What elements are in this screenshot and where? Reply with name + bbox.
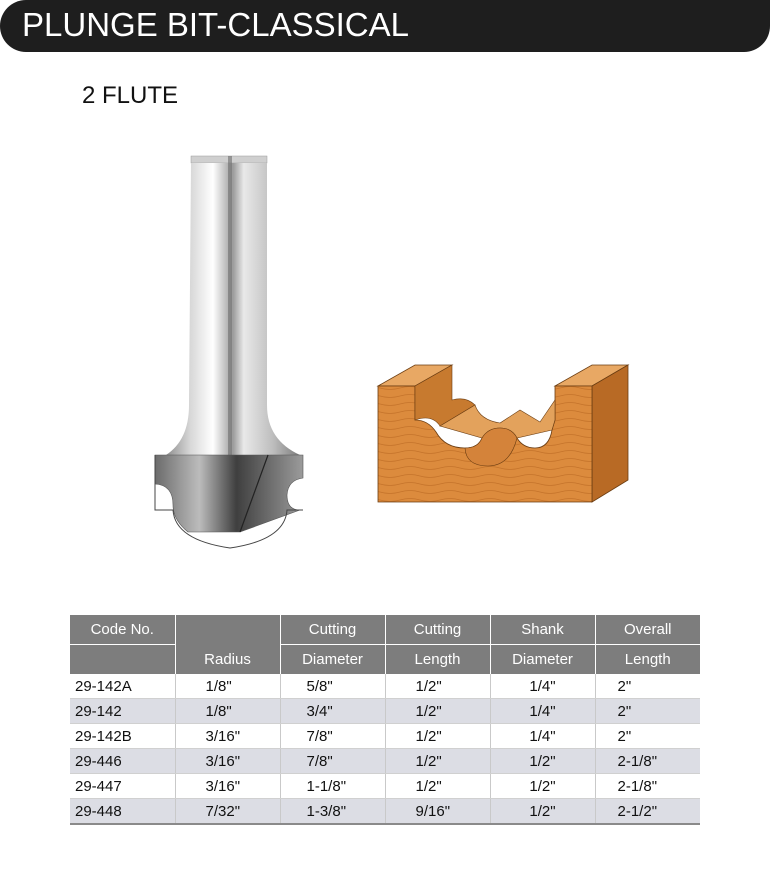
header-cutting-2: Cutting	[385, 615, 490, 645]
table-row	[70, 799, 700, 825]
cell-cutting-length: 9/16"	[385, 799, 490, 825]
cell-overall-length: 2"	[595, 699, 700, 724]
cell-shank-diameter: 1/4"	[490, 699, 595, 724]
specification-table	[70, 615, 700, 825]
cell-code: 29-142A	[70, 674, 175, 699]
cell-cutting-diameter: 7/8"	[280, 749, 385, 774]
table-header-row	[70, 615, 700, 645]
cell-cutting-diameter: 7/8"	[280, 724, 385, 749]
subheader-radius: Radius	[175, 645, 280, 675]
cell-cutting-length: 1/2"	[385, 674, 490, 699]
cell-radius: 3/16"	[175, 724, 280, 749]
cell-overall-length: 2"	[595, 674, 700, 699]
cell-code: 29-446	[70, 749, 175, 774]
header-overall: Overall	[595, 615, 700, 645]
router-bit-illustration	[155, 156, 303, 548]
subheader-shank-diameter: Diameter	[490, 645, 595, 675]
cell-shank-diameter: 1/2"	[490, 799, 595, 825]
cell-radius: 3/16"	[175, 774, 280, 799]
cell-shank-diameter: 1/4"	[490, 724, 595, 749]
subheader-overall-length: Length	[595, 645, 700, 675]
subheader-diameter: Diameter	[280, 645, 385, 675]
header-blank	[175, 615, 280, 645]
cell-shank-diameter: 1/4"	[490, 674, 595, 699]
cell-cutting-length: 1/2"	[385, 699, 490, 724]
table-row	[70, 774, 700, 799]
cell-radius: 7/32"	[175, 799, 280, 825]
subheader-blank	[70, 645, 175, 675]
cell-cutting-diameter: 3/4"	[280, 699, 385, 724]
table-row	[70, 724, 700, 749]
cell-cutting-length: 1/2"	[385, 724, 490, 749]
cell-cutting-diameter: 1-1/8"	[280, 774, 385, 799]
table-row	[70, 699, 700, 724]
table-row	[70, 674, 700, 699]
cell-shank-diameter: 1/2"	[490, 774, 595, 799]
subheader-length: Length	[385, 645, 490, 675]
cell-radius: 1/8"	[175, 674, 280, 699]
cell-radius: 3/16"	[175, 749, 280, 774]
cell-overall-length: 2-1/8"	[595, 749, 700, 774]
table-subheader-row	[70, 645, 700, 675]
cell-radius: 1/8"	[175, 699, 280, 724]
header-shank: Shank	[490, 615, 595, 645]
page-title: PLUNGE BIT-CLASSICAL	[22, 6, 409, 43]
flute-subtitle: 2 FLUTE	[82, 82, 179, 109]
cell-code: 29-448	[70, 799, 175, 825]
table-row	[70, 749, 700, 774]
cell-shank-diameter: 1/2"	[490, 749, 595, 774]
wood-profile-illustration	[378, 365, 628, 502]
cell-overall-length: 2-1/2"	[595, 799, 700, 825]
cell-cutting-diameter: 5/8"	[280, 674, 385, 699]
cell-overall-length: 2-1/8"	[595, 774, 700, 799]
header-cutting-1: Cutting	[280, 615, 385, 645]
cell-cutting-length: 1/2"	[385, 749, 490, 774]
cell-code: 29-142	[70, 699, 175, 724]
cell-code: 29-447	[70, 774, 175, 799]
cell-cutting-length: 1/2"	[385, 774, 490, 799]
cell-code: 29-142B	[70, 724, 175, 749]
header-code: Code No.	[70, 615, 175, 645]
cell-cutting-diameter: 1-3/8"	[280, 799, 385, 825]
cell-overall-length: 2"	[595, 724, 700, 749]
